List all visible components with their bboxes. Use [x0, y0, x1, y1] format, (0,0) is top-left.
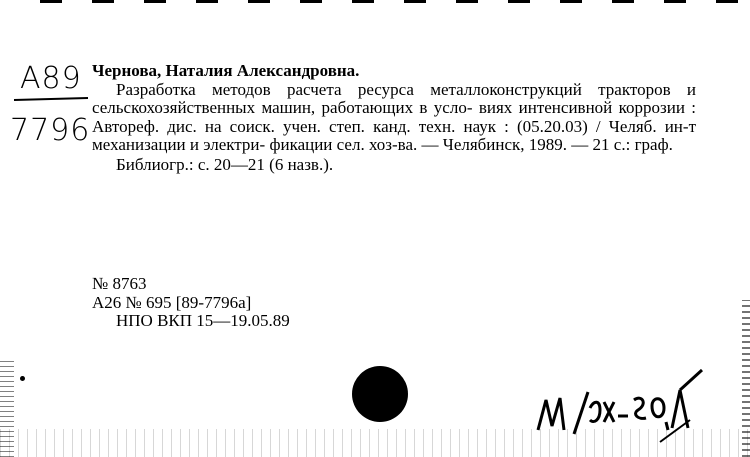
punch-hole [352, 366, 408, 422]
ink-dot [20, 376, 25, 381]
shelf-mark-bottom: 7796 [10, 113, 91, 148]
description-line: тракторов и сельскохозяйственных машин, работающих в усло- [92, 79, 696, 118]
shelf-mark-top: A89 [20, 61, 82, 96]
description-line: фикации сел. хоз-ва. — Челябинск, 1989. — 21 с.: граф. [269, 135, 673, 155]
description-line: канд. техн. наук : (05.20.03) / Челяб. ин-т механизации и электри- [92, 116, 696, 155]
shelf-mark-rule [14, 98, 88, 100]
description-line: виях интенсивной коррозии : Автореф. дис. на соиск. учен. степ. [92, 98, 696, 136]
description-line: Разработка методов расчета ресурса металлоконструкций [116, 79, 582, 99]
description-text [92, 81, 696, 155]
accession-block [92, 275, 290, 331]
handwritten-signature [530, 360, 705, 457]
accession-number: № 8763 [92, 274, 147, 293]
bibliographic-record [92, 62, 696, 175]
top-edge-marks [40, 0, 740, 3]
bibliography-note: Библиогр.: с. 20—21 (6 назв.). [116, 154, 334, 174]
shelf-mark [8, 50, 94, 160]
accession-org: НПО ВКП 15—19.05.89 [116, 311, 290, 331]
author-heading: Чернова, Наталия Александровна. [92, 61, 360, 80]
shelf-mark-graphic [8, 50, 94, 160]
accession-code: А26 № 695 [89-7796а] [92, 292, 252, 312]
